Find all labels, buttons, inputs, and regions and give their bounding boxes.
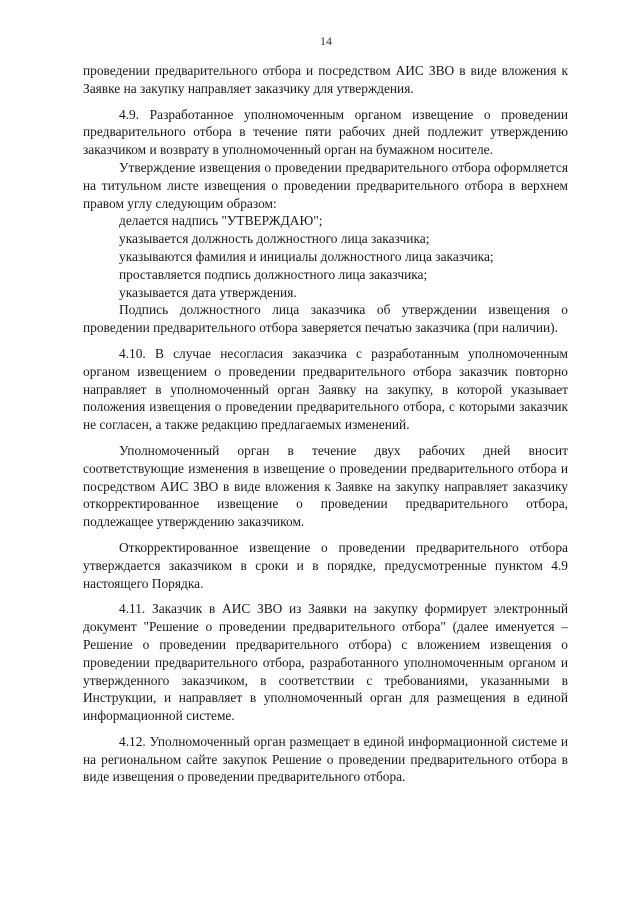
paragraph-approval-format: Утверждение извещения о проведении предварительного отбора оформляется на титульном листе извещения о проведении предварительного отбора в верхнем правом углу следующим образом: xyxy=(83,159,568,211)
paragraph-continuation: проведении предварительного отбора и посредством АИС ЗВО в виде вложения к Заявке на закупку направляет заказчику для утверждения. xyxy=(83,63,568,96)
paragraph-corrected-approval: Откорректированное извещение о проведении предварительного отбора утверждается заказчиком в сроки и в порядке, предусмотренные пунктом 4.9 настоящего Порядка. xyxy=(83,539,568,591)
paragraph-corrections: Уполномоченный орган в течение двух рабочих дней вносит соответствующие изменения в извещение о проведении предварительного отбора и посредством АИС ЗВО в виде вложения к Заявке на закупку направляет заказчику откорректированное извещение о проведении предварительного отбора, подлежащее утверждению заказчиком. xyxy=(83,442,568,530)
list-item: указывается дата утверждения. xyxy=(119,284,297,300)
document-body xyxy=(83,62,568,786)
approval-list xyxy=(83,212,568,301)
paragraph-4-11: 4.11. Заказчик в АИС ЗВО из Заявки на закупку формирует электронный документ "Решение о проведении предварительного отбора" (далее именуется – Решение о проведении предварительного отбора) с вложением извещения о проведении предварительного отбора, разработанного уполномоченным органом и утвержденного заказчиком, в соответствии с требованиями, указанными в Инструкции, и направляет в уполномоченный орган для размещения в единой информационной системе. xyxy=(83,601,568,724)
paragraph-signature: Подпись должностного лица заказчика об утверждении извещения о проведении предварительного отбора заверяется печатью заказчика (при наличии). xyxy=(83,302,568,336)
page-number: 14 xyxy=(320,34,332,48)
list-item: проставляется подпись должностного лица заказчика; xyxy=(119,266,428,282)
paragraph-4-12: 4.12. Уполномоченный орган размещает в единой информационной системе и на региональном сайте закупок Решение о проведении предварительного отбора в виде извещения о проведении предварительного отбора. xyxy=(83,733,568,785)
list-item: делается надпись "УТВЕРЖДАЮ"; xyxy=(119,213,323,229)
list-item: указываются фамилия и инициалы должностного лица заказчика; xyxy=(119,248,494,264)
paragraph-4-9: 4.9. Разработанное уполномоченным органом извещение о проведении предварительного отбора в течение пяти рабочих дней подлежит утверждению заказчиком и возврату в уполномоченный орган на бумажном носителе. xyxy=(83,106,568,158)
paragraph-4-10: 4.10. В случае несогласия заказчика с разработанным уполномоченным органом извещением о проведении предварительного отбора заказчик повторно направляет в уполномоченный орган Заявку на закупку, в которой указывает положения извещения о проведении предварительного отбора, с которыми заказчик не согласен, а также редакцию предлагаемых изменений. xyxy=(83,345,568,433)
list-item: указывается должность должностного лица заказчика; xyxy=(119,231,430,247)
